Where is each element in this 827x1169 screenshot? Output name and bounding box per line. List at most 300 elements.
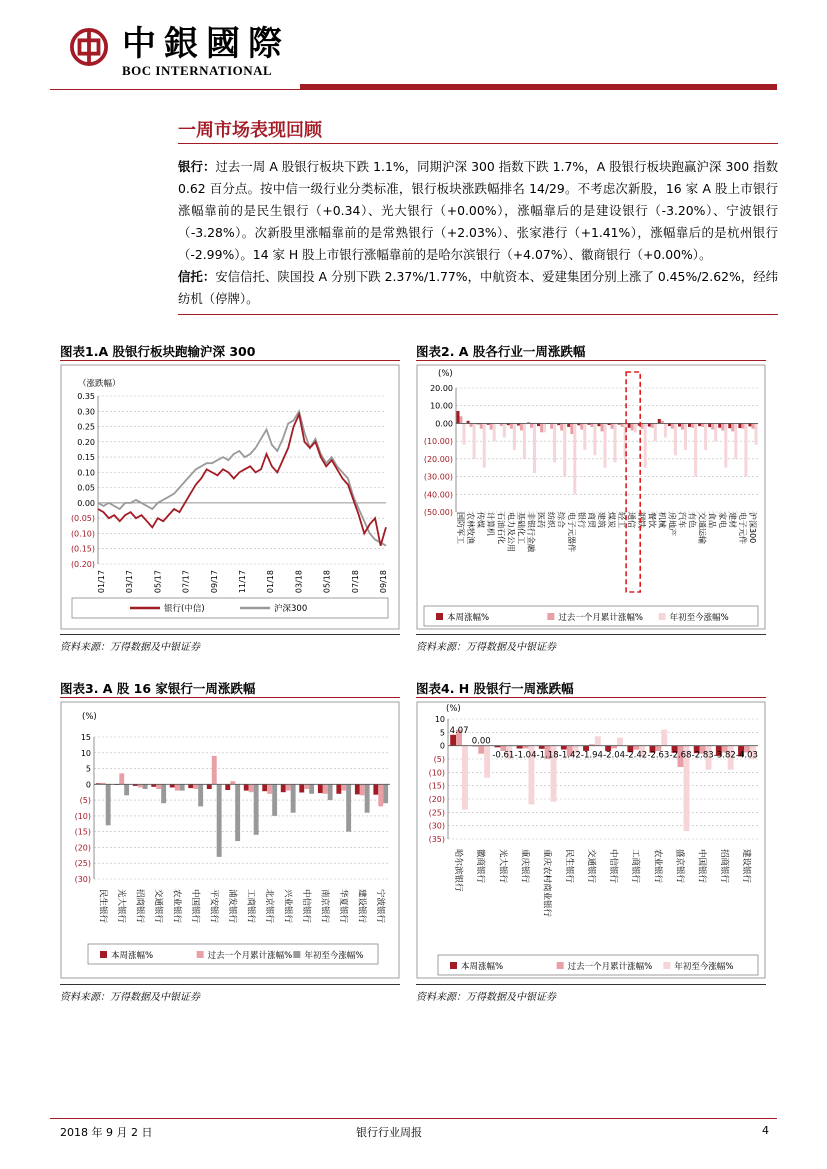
bar-month xyxy=(550,423,553,428)
y-tick-label: (0.05) xyxy=(70,514,95,524)
paragraph-trust-label: 信托： xyxy=(178,269,216,284)
y-tick-label: (40.00) xyxy=(423,490,453,500)
bar-ytd xyxy=(595,736,601,745)
x-tick-label: 09/18 xyxy=(379,570,388,594)
fig4-source: 资料来源：万得数据及中银证券 xyxy=(416,992,556,1003)
paragraph-trust-text: 安信信托、陕国投 A 分别下跌 2.37%/1.77%，中航资本、爱建集团分别上涨了 0.45%/2.62%，经纬纺机（停牌）。 xyxy=(178,269,779,306)
bar-week xyxy=(738,423,741,428)
bar-month xyxy=(611,423,614,428)
bar-ytd xyxy=(493,423,496,441)
x-tick-label: 05/18 xyxy=(322,570,332,594)
x-category-label: 通信 xyxy=(627,512,637,528)
y-tick-label: (0.10) xyxy=(70,529,95,539)
bar-month xyxy=(540,423,543,432)
y-tick-label: 0.10 xyxy=(77,468,95,478)
y-tick-label: 0.20 xyxy=(77,437,95,447)
bar-ytd xyxy=(523,423,526,458)
x-tick-label: 01/18 xyxy=(266,570,276,594)
bar-ytd xyxy=(291,784,296,812)
x-tick-label: 11/17 xyxy=(238,570,247,594)
logo-chinese-name: 中銀國際 xyxy=(122,24,290,64)
bar-week xyxy=(648,423,651,426)
bar-ytd xyxy=(503,423,506,437)
y-tick-label: (5) xyxy=(79,796,91,806)
bar-ytd xyxy=(198,784,203,806)
x-category-label: 国防军工 xyxy=(456,512,466,544)
y-axis-label: (%) xyxy=(82,712,97,722)
fig2-source-rule xyxy=(416,634,766,635)
legend-swatch xyxy=(450,962,457,969)
legend-swatch xyxy=(659,613,666,620)
bar-month xyxy=(360,784,365,795)
y-tick-label: 0.00 xyxy=(435,419,453,429)
bar-week xyxy=(728,423,731,428)
y-tick-label: 0 xyxy=(85,780,91,790)
bar-ytd xyxy=(254,784,259,835)
y-tick-label: (10.00) xyxy=(423,437,453,447)
bar-ytd xyxy=(734,423,737,458)
x-category-label: 浦发银行 xyxy=(226,889,237,924)
x-category-label: 纺织 xyxy=(546,512,556,528)
fig4-source-rule xyxy=(416,984,766,985)
bar-ytd xyxy=(180,784,185,790)
bar-week xyxy=(299,784,304,792)
data-label: -0.61 xyxy=(492,750,515,761)
x-category-label: 哈尔滨银行 xyxy=(453,849,464,892)
fig2-title: 图表2. A 股各行业一周涨跌幅 xyxy=(416,344,586,359)
y-tick-label: (25) xyxy=(428,808,445,818)
bar-week xyxy=(567,423,570,427)
x-category-label: 餐饮 xyxy=(647,512,657,528)
bar-month xyxy=(470,423,473,427)
x-category-label: 钢铁 xyxy=(637,512,647,528)
bar-ytd xyxy=(463,423,466,444)
header-rule xyxy=(50,89,777,90)
data-label: -4.03 xyxy=(735,750,758,761)
paragraph-bank-label: 银行： xyxy=(178,159,216,174)
x-category-label: 传媒 xyxy=(476,512,486,528)
y-tick-label: (20) xyxy=(74,843,91,853)
x-category-label: 中信银行 xyxy=(608,849,619,884)
y-tick-label: 0.30 xyxy=(77,407,95,417)
bar-month xyxy=(711,423,714,429)
x-category-label: 平安银行 xyxy=(208,889,219,924)
x-tick-label: 07/18 xyxy=(350,570,360,594)
bar-month xyxy=(741,423,744,428)
legend-swatch xyxy=(663,962,670,969)
bar-ytd xyxy=(235,784,240,841)
bar-month xyxy=(175,784,180,790)
bar-month xyxy=(671,423,674,428)
x-category-label: 中国银行 xyxy=(696,849,707,884)
y-tick-label: (20.00) xyxy=(423,454,453,464)
paragraph-bank xyxy=(178,156,778,266)
bar-week xyxy=(373,784,378,794)
bar-ytd xyxy=(654,423,657,441)
data-label: -1.94 xyxy=(580,750,603,761)
bar-week xyxy=(748,423,751,426)
bar-month xyxy=(560,423,563,430)
bar-month xyxy=(731,423,734,431)
bar-ytd xyxy=(143,784,148,789)
bar-ytd xyxy=(684,423,687,450)
x-category-label: 宁波银行 xyxy=(374,889,385,924)
bar-ytd xyxy=(533,423,536,473)
x-category-label: 综合 xyxy=(556,512,566,528)
fig1-title: 图表1.A 股银行板块跑输沪深 300 xyxy=(60,344,256,359)
x-category-label: 电子元器件 xyxy=(566,512,576,552)
bar-week xyxy=(170,784,175,787)
y-tick-label: (10) xyxy=(74,811,91,821)
chart-frame xyxy=(417,365,765,629)
data-label: -1.42 xyxy=(558,750,581,761)
x-category-label: 银行 xyxy=(576,512,586,528)
bar-ytd xyxy=(614,423,617,462)
x-category-label: 农业银行 xyxy=(171,889,182,924)
bar-ytd xyxy=(383,784,388,803)
bar-ytd xyxy=(644,423,647,467)
y-tick-label: (25) xyxy=(74,859,91,869)
x-category-label: 农林牧渔 xyxy=(466,512,476,544)
x-category-label: 汽车 xyxy=(677,512,687,528)
bar-week xyxy=(708,423,711,427)
bar-ytd xyxy=(661,730,667,746)
y-tick-label: 0.25 xyxy=(77,422,95,432)
bar-ytd xyxy=(473,423,476,458)
legend-swatch xyxy=(197,951,204,958)
chart-frame xyxy=(61,702,399,978)
x-category-label: 民生银行 xyxy=(563,849,574,884)
bar-month xyxy=(530,423,533,427)
x-category-label: 煤炭 xyxy=(607,512,617,528)
x-category-label: 工商银行 xyxy=(245,889,256,924)
bar-month xyxy=(286,784,291,790)
bar-month xyxy=(651,423,654,427)
bar-month xyxy=(631,423,634,430)
fig3-title-rule xyxy=(60,697,400,698)
y-tick-label: (15) xyxy=(74,827,91,837)
line-series-bank xyxy=(98,414,386,545)
bar-month xyxy=(580,423,583,429)
bar-ytd xyxy=(462,746,468,810)
bar-week xyxy=(678,423,681,426)
bar-ytd xyxy=(124,784,129,795)
bar-week xyxy=(281,784,286,792)
bar-ytd xyxy=(634,423,637,432)
x-category-label: 南京银行 xyxy=(319,889,330,924)
y-tick-label: (30.00) xyxy=(423,472,453,482)
boc-logo-emblem-icon xyxy=(70,28,108,66)
bar-month xyxy=(119,773,124,784)
y-tick-label: 5 xyxy=(85,764,91,774)
bar-month xyxy=(378,784,383,806)
legend-label-bank: 银行(中信) xyxy=(164,604,205,614)
fig1-chart xyxy=(60,364,400,630)
legend-label: 本周涨幅% xyxy=(461,962,504,972)
x-category-label: 华夏银行 xyxy=(337,889,348,924)
bar-month xyxy=(681,423,684,429)
y-tick-label: 10 xyxy=(434,715,445,724)
x-tick-label: 03/18 xyxy=(294,570,304,594)
y-tick-label: (10) xyxy=(428,768,445,778)
y-tick-label: (15) xyxy=(428,781,445,791)
bar-ytd xyxy=(744,423,747,476)
section-title: 一周市场表现回顾 xyxy=(178,120,322,141)
bar-ytd xyxy=(513,423,516,450)
legend-box xyxy=(72,598,388,618)
x-category-label: 沪深300 xyxy=(747,512,757,544)
bar-ytd xyxy=(543,423,546,432)
bar-month xyxy=(570,423,573,434)
data-label: -2.04 xyxy=(603,750,626,761)
y-axis-label: （涨跌幅） xyxy=(78,379,121,389)
x-category-label: 重庆农村商业银行 xyxy=(541,849,552,918)
bar-month xyxy=(249,784,254,792)
bar-week xyxy=(658,419,661,423)
data-label: -1.18 xyxy=(536,750,559,761)
x-category-label: 农业银行 xyxy=(652,849,663,884)
bar-month xyxy=(601,423,604,431)
bar-month xyxy=(341,784,346,790)
bar-ytd xyxy=(755,423,758,444)
x-category-label: 民生银行 xyxy=(97,889,108,924)
x-category-label: 光大银行 xyxy=(115,889,126,924)
bar-month xyxy=(480,423,483,428)
bar-week xyxy=(561,746,567,750)
legend-swatch xyxy=(100,951,107,958)
legend-swatch xyxy=(293,951,300,958)
bar-month xyxy=(193,784,198,789)
bar-ytd xyxy=(309,784,314,794)
fig1-source: 资料来源：万得数据及中银证券 xyxy=(60,642,200,653)
x-category-label: 北京银行 xyxy=(263,889,274,924)
bar-week xyxy=(225,784,230,790)
bar-month xyxy=(701,423,704,427)
bar-month xyxy=(230,781,235,784)
bar-month xyxy=(478,746,484,754)
x-category-label: 家电 xyxy=(717,512,727,528)
fig2-source: 资料来源：万得数据及中银证券 xyxy=(416,642,556,653)
y-tick-label: 0.35 xyxy=(77,392,95,401)
legend-label: 年初至今涨幅% xyxy=(674,962,734,972)
paragraph-bank-text: 过去一周 A 股银行板块下跌 1.1%，同期沪深 300 指数下跌 1.7%，A 股银行板块跑赢沪深 300 指数 0.62 百分点。按中信一级行业分类标准，银行板块涨跌幅排名 14/29。不考虑次新股，16 家 A 股上市银行涨幅靠前的是民生银行（+0.34）、光大银行（+0.00%），涨幅靠后的是建设银行（-3.20%）、宁波银行（-3.28%）。次新股里涨幅靠前的是常熟银行（+2.03%）、张家港行（+1.41%），涨幅靠后的是杭州银行（-2.99%）。14 家 H 股上市银行涨幅靠前的是哈尔滨银行（+4.07%）、徽商银行（+0.00%）。 xyxy=(178,159,778,262)
x-category-label: 徽商银行 xyxy=(475,849,486,884)
y-tick-label: (30) xyxy=(74,875,91,884)
y-tick-label: (0.20) xyxy=(70,560,95,569)
x-category-label: 招商银行 xyxy=(718,849,729,884)
x-category-label: 电力及公用 xyxy=(506,512,516,552)
data-label: -2.63 xyxy=(647,750,670,761)
legend-label: 过去一个月累计涨幅% xyxy=(558,613,643,623)
bar-month xyxy=(267,784,272,794)
x-category-label: 计算机 xyxy=(486,512,496,536)
data-label: -2.68 xyxy=(669,750,692,761)
x-category-label: 房地产 xyxy=(667,512,677,536)
bar-week xyxy=(718,423,721,427)
bar-ytd xyxy=(573,423,576,494)
bar-ytd xyxy=(217,784,222,857)
legend-swatch xyxy=(557,962,564,969)
fig2-title-rule xyxy=(416,360,766,361)
data-label: -2.42 xyxy=(625,750,648,761)
x-category-label: 中信银行 xyxy=(300,889,311,924)
x-category-label: 交通银行 xyxy=(152,889,163,924)
x-category-label: 建设银行 xyxy=(356,889,367,924)
x-category-label: 交通银行 xyxy=(585,849,596,884)
bar-week xyxy=(457,411,460,423)
fig4-title-rule xyxy=(416,697,766,698)
data-label: -2.83 xyxy=(691,750,714,761)
bar-month xyxy=(460,416,463,423)
bar-month xyxy=(212,756,217,784)
x-category-label: 非银行金融 xyxy=(526,512,536,552)
bar-week xyxy=(188,784,193,788)
x-category-label: 医药 xyxy=(536,512,546,528)
y-tick-label: 0.05 xyxy=(77,483,95,493)
fig1-title-rule xyxy=(60,360,400,361)
y-tick-label: 5 xyxy=(439,728,445,738)
x-category-label: 招商银行 xyxy=(134,889,145,924)
fig3-source: 资料来源：万得数据及中银证券 xyxy=(60,992,200,1003)
bar-month xyxy=(156,784,161,789)
footer-report-name: 银行行业周报 xyxy=(356,1126,422,1139)
y-axis-label: (%) xyxy=(438,369,453,379)
bar-ytd xyxy=(593,423,596,455)
x-category-label: 石油石化 xyxy=(496,512,506,544)
section-title-rule xyxy=(178,143,778,144)
x-category-label: 商贸 xyxy=(586,512,596,528)
x-category-label: 交通运输 xyxy=(697,512,707,544)
fig3-chart xyxy=(60,701,400,979)
bar-ytd xyxy=(583,423,586,450)
x-tick-label: 09/17 xyxy=(209,570,219,594)
bar-month xyxy=(510,423,513,428)
legend-swatch xyxy=(436,613,443,620)
x-category-label: 光大银行 xyxy=(497,849,508,884)
chart-frame xyxy=(417,702,765,978)
bar-ytd xyxy=(161,784,166,803)
bar-ytd xyxy=(553,423,556,462)
y-tick-label: 20.00 xyxy=(430,384,453,393)
x-category-label: 机械 xyxy=(657,512,667,528)
bar-ytd xyxy=(694,423,697,476)
x-category-label: 重庆银行 xyxy=(519,849,530,884)
x-category-label: 工商银行 xyxy=(630,849,641,884)
bar-ytd xyxy=(346,784,351,831)
data-label: 4.07 xyxy=(449,725,469,736)
chart-frame xyxy=(61,365,399,629)
y-tick-label: (0.15) xyxy=(70,544,95,554)
bar-ytd xyxy=(563,423,566,476)
y-tick-label: (5) xyxy=(433,755,445,764)
bar-week xyxy=(262,784,267,791)
bar-week xyxy=(318,784,323,793)
bar-ytd xyxy=(674,423,677,455)
y-axis-label: (%) xyxy=(446,704,461,714)
x-tick-label: 07/17 xyxy=(181,570,191,594)
bar-month xyxy=(721,423,724,430)
bar-week xyxy=(539,746,545,749)
bar-month xyxy=(304,784,309,789)
legend-label: 年初至今涨幅% xyxy=(669,613,729,623)
bar-month xyxy=(523,746,529,749)
y-tick-label: 10.00 xyxy=(430,401,453,411)
x-category-label: 轻工 xyxy=(617,512,627,528)
y-tick-label: 0 xyxy=(439,741,445,751)
bar-week xyxy=(628,423,631,427)
legend-label: 年初至今涨幅% xyxy=(304,951,364,961)
bar-month xyxy=(752,423,755,428)
bar-week xyxy=(244,784,249,790)
legend-label-hs300: 沪深300 xyxy=(274,604,308,614)
bar-month xyxy=(138,784,143,787)
x-category-label: 建筑 xyxy=(596,512,606,528)
y-tick-label: 10 xyxy=(80,748,91,758)
x-tick-label: 05/17 xyxy=(153,570,163,594)
x-category-label: 建材 xyxy=(727,512,737,528)
x-category-label: 建设银行 xyxy=(740,849,751,884)
bar-ytd xyxy=(664,423,667,437)
legend-label: 过去一个月累计涨幅% xyxy=(567,962,653,972)
bar-ytd xyxy=(106,784,111,825)
x-tick-label: 01/17 xyxy=(97,570,106,594)
fig4-title: 图表4. H 股银行一周涨跌幅 xyxy=(416,681,574,696)
x-category-label: 基础化工 xyxy=(516,512,526,544)
fig3-title: 图表3. A 股 16 家银行一周涨跌幅 xyxy=(60,681,256,696)
bar-month xyxy=(590,423,593,427)
bar-month xyxy=(323,784,328,794)
fig1-source-rule xyxy=(60,634,400,635)
y-tick-label: 0.00 xyxy=(77,498,95,508)
bar-ytd xyxy=(484,746,490,778)
logo-english-name: BOC INTERNATIONAL xyxy=(122,63,273,78)
bar-week xyxy=(517,746,523,749)
y-tick-label: 15 xyxy=(80,733,91,742)
y-tick-label: (30) xyxy=(428,821,445,831)
bar-week xyxy=(207,784,212,789)
footer-page-number: 4 xyxy=(762,1124,769,1137)
bar-month xyxy=(633,746,639,750)
bar-week xyxy=(688,423,691,427)
bar-ytd xyxy=(617,738,623,746)
bar-ytd xyxy=(328,784,333,800)
bar-month xyxy=(611,746,617,749)
x-category-label: 食品 xyxy=(707,512,717,528)
highlight-bank-box xyxy=(626,372,640,592)
x-category-label: 兴业银行 xyxy=(282,889,293,924)
x-tick-label: 03/17 xyxy=(125,570,135,594)
data-label: -3.82 xyxy=(713,750,736,761)
paragraph-trust xyxy=(178,266,778,310)
fig3-source-rule xyxy=(60,984,400,985)
bar-ytd xyxy=(704,423,707,450)
data-label: -1.04 xyxy=(514,750,537,761)
footer-date: 2018 年 9 月 2 日 xyxy=(60,1126,153,1139)
bar-month xyxy=(621,423,624,427)
legend-label: 本周涨幅% xyxy=(447,613,490,623)
x-category-label: 有色 xyxy=(687,512,697,528)
bar-month xyxy=(641,423,644,428)
bar-ytd xyxy=(714,423,717,441)
y-tick-label: 0.15 xyxy=(77,453,95,463)
legend-swatch xyxy=(547,613,554,620)
bar-ytd xyxy=(272,784,277,816)
legend-label: 过去一个月累计涨幅% xyxy=(207,951,293,961)
bar-ytd xyxy=(483,423,486,467)
legend-label: 本周涨幅% xyxy=(111,951,154,961)
bar-ytd xyxy=(724,423,727,467)
bar-month xyxy=(490,423,493,429)
